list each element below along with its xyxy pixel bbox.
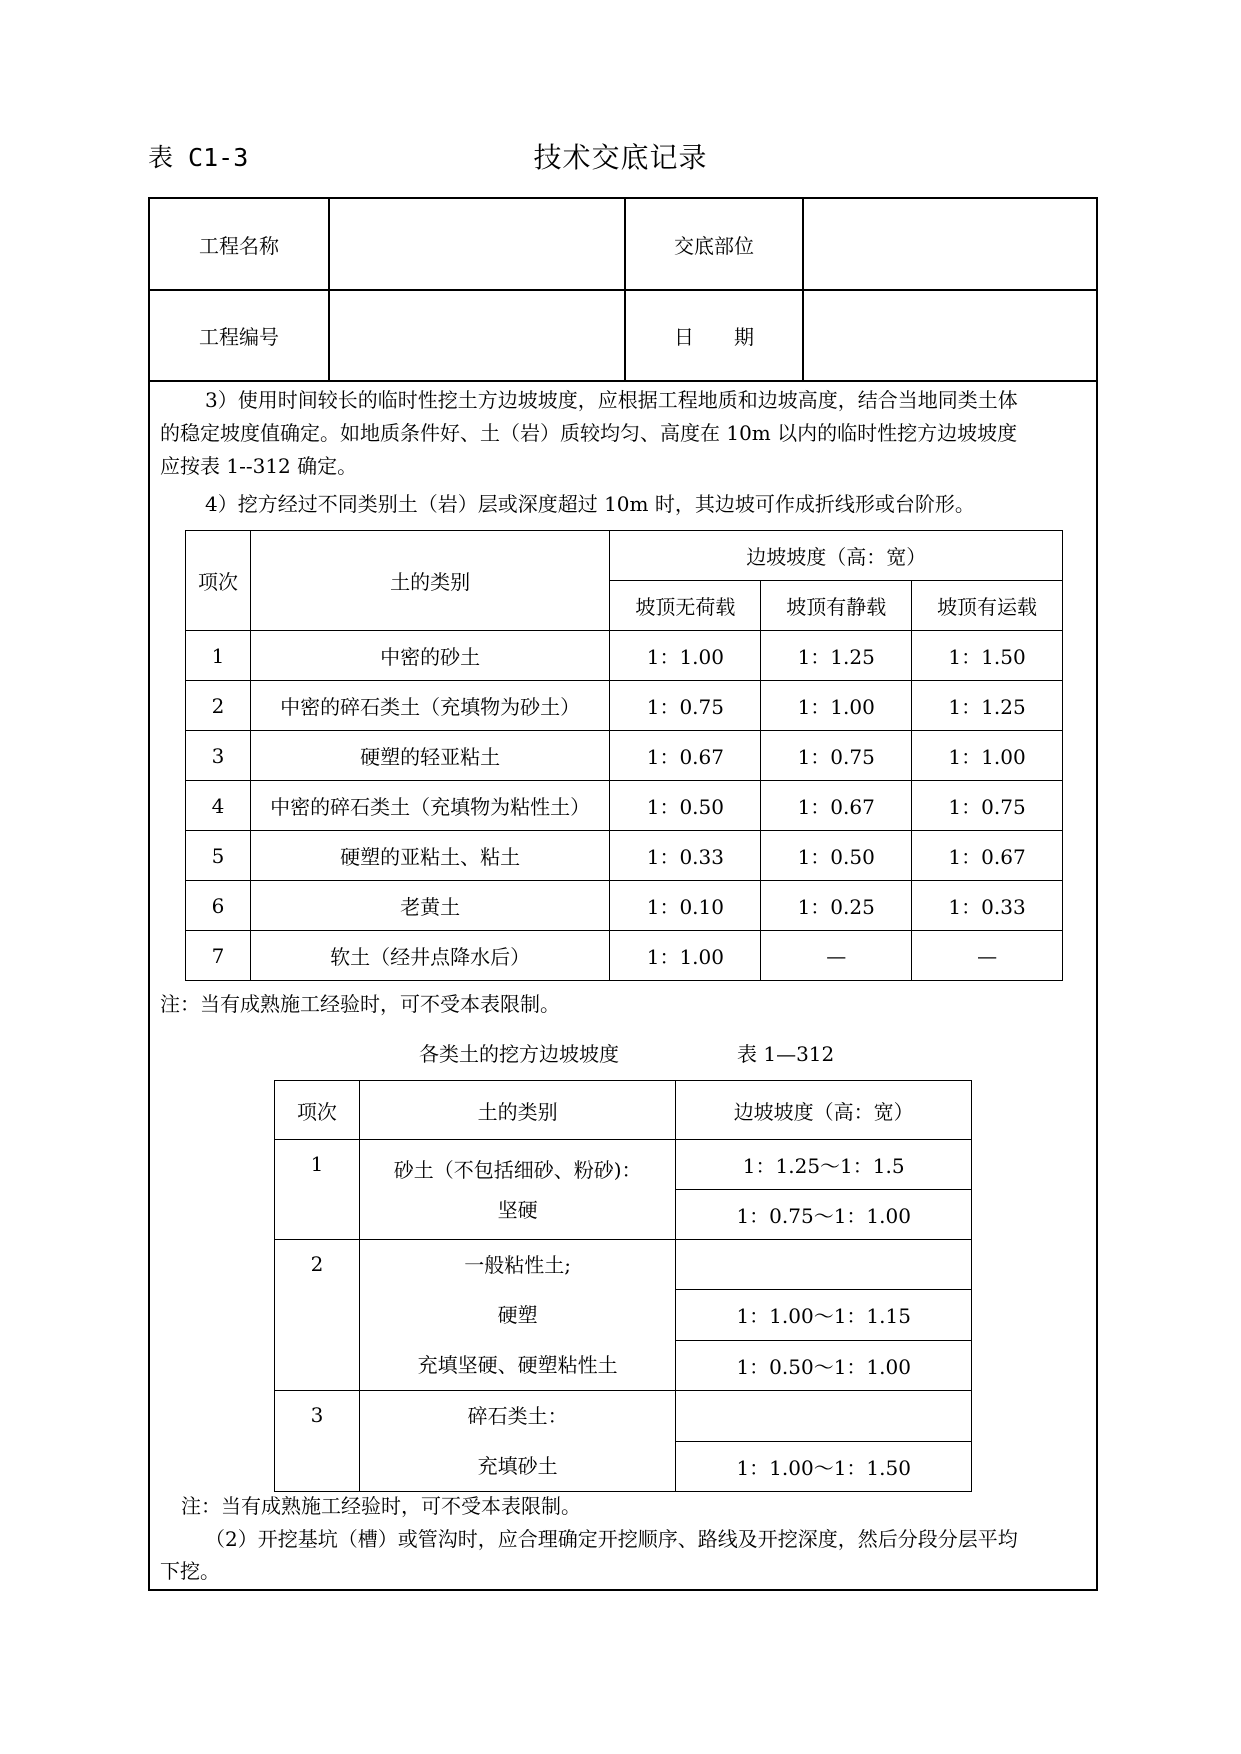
table1-cell-soil: 老黄土 bbox=[250, 881, 610, 931]
location-label: 交底部位 bbox=[674, 233, 754, 258]
table1-cell-v1: 1：0.50 bbox=[610, 781, 761, 831]
table2-group3-value2: 1：1.00～1：1.50 bbox=[676, 1441, 972, 1492]
table-row bbox=[186, 681, 1063, 731]
table1-cell-v3: 1：0.33 bbox=[912, 881, 1063, 931]
para-3-line-1: 3）使用时间较长的临时性挖土方边坡坡度，应根据工程地质和边坡高度，结合当地同类土体 bbox=[205, 388, 1018, 412]
table1-cell-v2: 1：0.50 bbox=[761, 831, 912, 881]
table1-cell-v2: 1：0.67 bbox=[761, 781, 912, 831]
form-code: 表 C1-3 bbox=[148, 143, 249, 172]
table1-header-item: 项次 bbox=[186, 531, 251, 631]
table2-group1-soil-line1: 砂土（不包括细砂、粉砂)： bbox=[393, 1158, 642, 1182]
table1-cell-no: 6 bbox=[186, 881, 251, 931]
table2-group2-value3: 1：0.50～1：1.00 bbox=[676, 1340, 972, 1390]
page-title: 技术交底记录 bbox=[533, 141, 708, 174]
table2-group1-soil-line2: 坚硬 bbox=[497, 1198, 538, 1222]
date-field[interactable] bbox=[804, 291, 1096, 380]
table1-cell-no: 2 bbox=[186, 681, 251, 731]
table1-cell-no: 4 bbox=[186, 781, 251, 831]
table2-group2-value2: 1：1.00～1：1.15 bbox=[676, 1290, 972, 1340]
table2-group3-no: 3 bbox=[275, 1391, 360, 1492]
table2-group3-soil bbox=[359, 1391, 676, 1492]
table2-caption-number: 表 1—312 bbox=[737, 1042, 835, 1066]
table2-group2-soil-line1: 一般粘性土; bbox=[464, 1253, 571, 1277]
table1-subheader-no-load: 坡顶无荷载 bbox=[610, 581, 761, 631]
table1-cell-v3: 1：0.75 bbox=[912, 781, 1063, 831]
table2-group2-soil bbox=[359, 1240, 676, 1391]
table2-header-slope: 边坡坡度（高：宽） bbox=[676, 1081, 972, 1140]
table1-cell-v2: 1：1.00 bbox=[761, 681, 912, 731]
table-row bbox=[186, 831, 1063, 881]
table1-cell-v1: 1：0.67 bbox=[610, 731, 761, 781]
table1-cell-soil: 软土（经井点降水后） bbox=[250, 931, 610, 981]
table1-cell-v3: 1：1.25 bbox=[912, 681, 1063, 731]
project-no-label: 工程编号 bbox=[199, 325, 279, 349]
project-no-field[interactable] bbox=[330, 291, 624, 380]
table1-cell-v1: 1：0.75 bbox=[610, 681, 761, 731]
table2-group3-soil-line1: 碎石类土： bbox=[467, 1404, 568, 1428]
table2-group2-soil-line2: 硬塑 bbox=[497, 1303, 538, 1327]
table1-cell-no: 5 bbox=[186, 831, 251, 881]
para-3-line-2: 的稳定坡度值确定。如地质条件好、土（岩）质较均匀、高度在 10m 以内的临时性挖方边坡坡度 bbox=[160, 421, 1018, 445]
project-name-field[interactable] bbox=[330, 199, 624, 289]
table1-cell-no: 1 bbox=[186, 631, 251, 681]
table1-header-slope: 边坡坡度（高：宽） bbox=[610, 531, 1063, 581]
table2-group2-no: 2 bbox=[275, 1240, 360, 1391]
table1-cell-v2: 1：1.25 bbox=[761, 631, 912, 681]
table2-group1-no: 1 bbox=[275, 1140, 360, 1240]
table2-header-soil: 土的类别 bbox=[359, 1081, 676, 1140]
table2-group1-value1: 1：1.25～1：1.5 bbox=[676, 1140, 972, 1190]
table2-group3-value1 bbox=[676, 1391, 972, 1442]
location-field[interactable] bbox=[804, 199, 1096, 289]
table1-cell-soil: 硬塑的亚粘土、粘土 bbox=[250, 831, 610, 881]
table-row bbox=[186, 931, 1063, 981]
table1-cell-v1: 1：1.00 bbox=[610, 931, 761, 981]
project-name-label: 工程名称 bbox=[199, 233, 279, 258]
table1-cell-v3: — bbox=[912, 931, 1063, 981]
table1-cell-soil: 硬塑的轻亚粘土 bbox=[250, 731, 610, 781]
table-row bbox=[186, 781, 1063, 831]
table1-cell-v2: — bbox=[761, 931, 912, 981]
table1-cell-v2: 1：0.25 bbox=[761, 881, 912, 931]
table2-header-item: 项次 bbox=[275, 1081, 360, 1140]
table2-group2-value1 bbox=[676, 1240, 972, 1290]
table1-header-soil: 土的类别 bbox=[250, 531, 610, 631]
para-4: 4）挖方经过不同类别土（岩）层或深度超过 10m 时，其边坡可作成折线形或台阶形。 bbox=[205, 492, 975, 516]
table1-cell-no: 3 bbox=[186, 731, 251, 781]
table-row bbox=[186, 881, 1063, 931]
table1-cell-v1: 1：0.10 bbox=[610, 881, 761, 931]
para-2-line-1: （2）开挖基坑（槽）或管沟时，应合理确定开挖顺序、路线及开挖深度，然后分段分层平均 bbox=[205, 1527, 1018, 1551]
table2-group1-value2: 1：0.75～1：1.00 bbox=[676, 1190, 972, 1240]
excavation-slope-table bbox=[274, 1080, 972, 1492]
table1-cell-v2: 1：0.75 bbox=[761, 731, 912, 781]
table1-cell-soil: 中密的砂土 bbox=[250, 631, 610, 681]
table2-note: 注：当有成熟施工经验时，可不受本表限制。 bbox=[181, 1494, 581, 1518]
table1-cell-v1: 1：1.00 bbox=[610, 631, 761, 681]
table1-cell-soil: 中密的碎石类土（充填物为粘性土） bbox=[250, 781, 610, 831]
table1-cell-v3: 1：1.50 bbox=[912, 631, 1063, 681]
table-row bbox=[186, 731, 1063, 781]
para-3-line-3: 应按表 1--312 确定。 bbox=[160, 454, 358, 478]
para-2-line-2: 下挖。 bbox=[160, 1559, 220, 1583]
table2-caption: 各类土的挖方边坡坡度 bbox=[419, 1042, 619, 1066]
table1-subheader-moving-load: 坡顶有运载 bbox=[912, 581, 1063, 631]
table1-note: 注：当有成熟施工经验时，可不受本表限制。 bbox=[160, 992, 560, 1016]
table2-group2-soil-line3: 充填坚硬、硬塑粘性土 bbox=[417, 1353, 618, 1377]
table1-cell-v1: 1：0.33 bbox=[610, 831, 761, 881]
table1-cell-soil: 中密的碎石类土（充填物为砂土） bbox=[250, 681, 610, 731]
table2-group1-soil bbox=[359, 1140, 676, 1240]
slope-table bbox=[185, 530, 1063, 981]
table1-cell-v3: 1：1.00 bbox=[912, 731, 1063, 781]
table1-subheader-static-load: 坡顶有静载 bbox=[761, 581, 912, 631]
info-bottom-divider bbox=[148, 380, 1098, 382]
table1-cell-v3: 1：0.67 bbox=[912, 831, 1063, 881]
date-label: 日 期 bbox=[674, 325, 754, 349]
table-row bbox=[186, 631, 1063, 681]
table2-group3-soil-line2: 充填砂土 bbox=[477, 1454, 558, 1478]
table1-cell-no: 7 bbox=[186, 931, 251, 981]
